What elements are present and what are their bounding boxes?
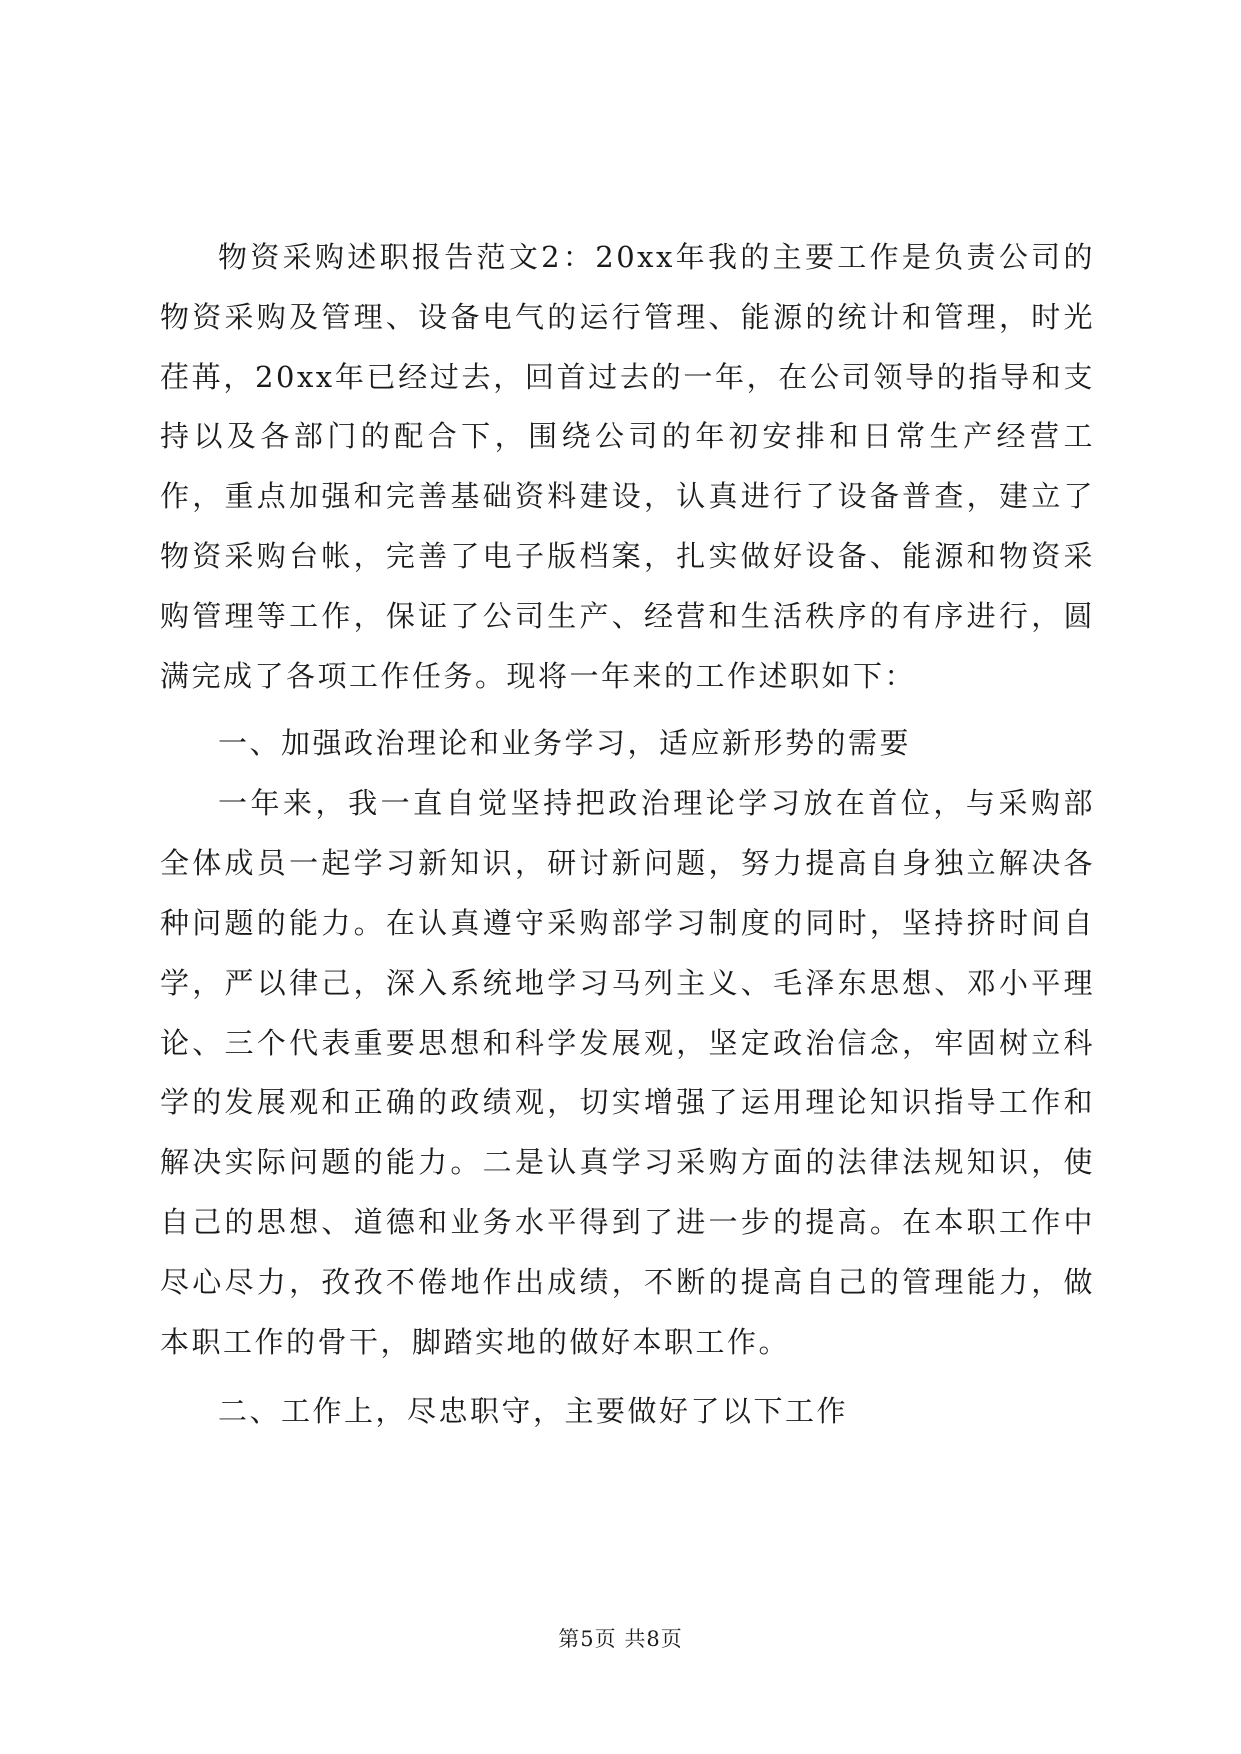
document-body — [160, 228, 1095, 1442]
page-number-footer: 第5页 共8页 — [558, 1627, 683, 1651]
section-heading-2: 二、工作上，尽忠职守，主要做好了以下工作 — [218, 1394, 849, 1429]
intro-paragraph: 物资采购述职报告范文2：20xx年我的主要工作是负责公司的物资采购及管理、设备电气的运行管理、能源的统计和管理，时光荏苒，20xx年已经过去，回首过去的一年，在公司领导的指导和支持以及各部门的配合下，围绕公司的年初安排和日常生产经营工作，重点加强和完善基础资料建设，认真进行了设备普查，建立了物资采购台帐，完善了电子版档案，扎实做好设备、能源和物资采购管理等工作，保证了公司生产、经营和生活秩序的有序进行，圆满完成了各项工作任务。现将一年来的工作述职如下： — [160, 240, 1095, 693]
section-heading-1: 一、加强政治理论和业务学习，适应新形势的需要 — [218, 726, 912, 761]
section-1-paragraph: 一年来，我一直自觉坚持把政治理论学习放在首位，与采购部全体成员一起学习新知识，研讨新问题，努力提高自身独立解决各种问题的能力。在认真遵守采购部学习制度的同时，坚持挤时间自学，严以律己，深入系统地学习马列主义、毛泽东思想、邓小平理论、三个代表重要思想和科学发展观，坚定政治信念，牢固树立科学的发展观和正确的政绩观，切实增强了运用理论知识指导工作和解决实际问题的能力。二是认真学习采购方面的法律法规知识，使自己的思想、道德和业务水平得到了进一步的提高。在本职工作中尽心尽力，孜孜不倦地作出成绩，不断的提高自己的管理能力，做本职工作的骨干，脚踏实地的做好本职工作。 — [160, 786, 1095, 1359]
